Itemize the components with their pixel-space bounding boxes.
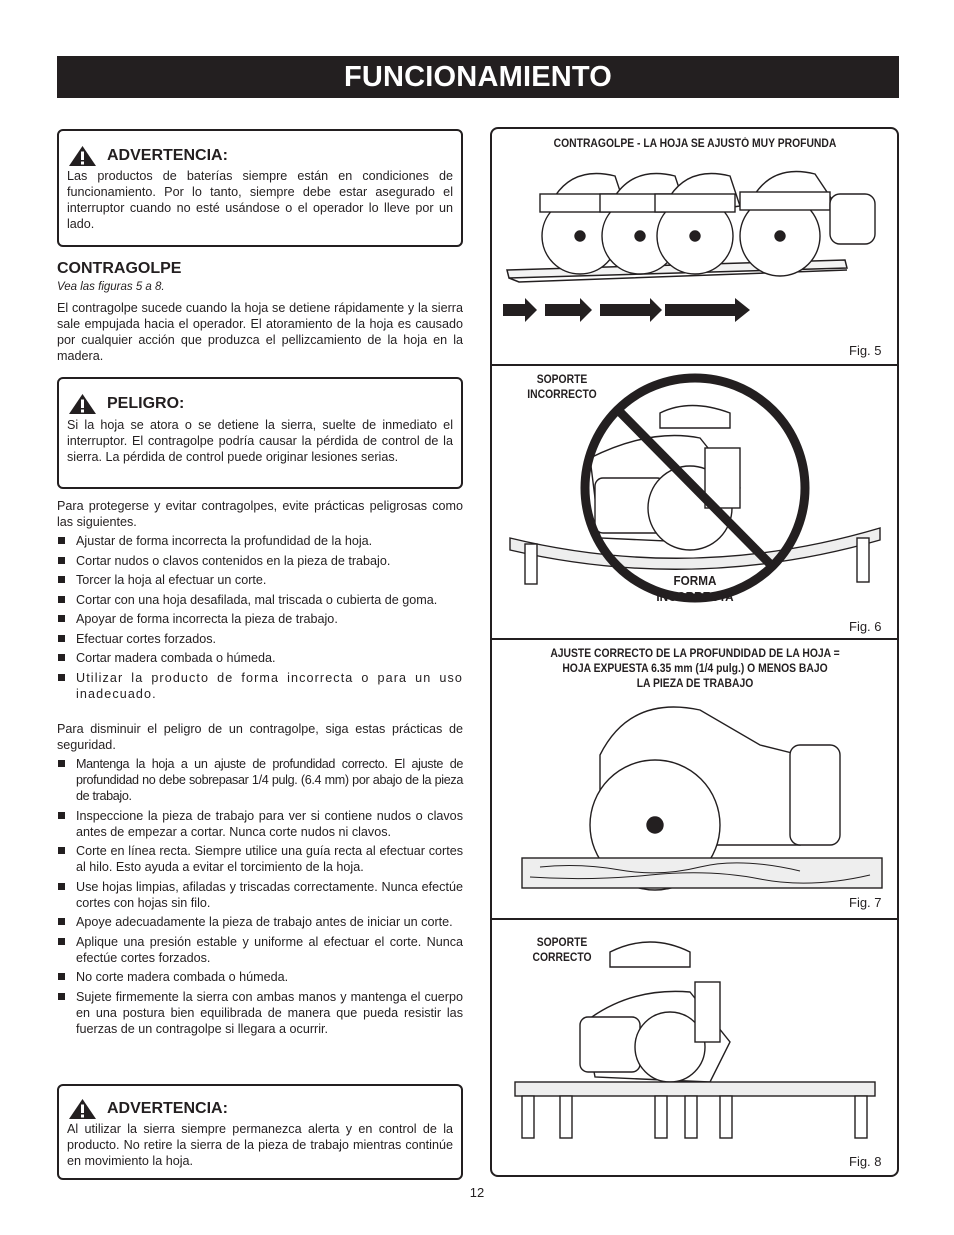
warning-title-text: ADVERTENCIA: <box>107 1100 228 1117</box>
incorrect-stamp <box>655 573 736 605</box>
warning-title <box>68 1098 228 1120</box>
figure-caption: Fig. 7 <box>849 895 882 910</box>
danger-title <box>68 393 184 415</box>
figure-caption: Fig. 6 <box>849 619 882 634</box>
list-item: Use hojas limpias, afiladas y triscadas correctamente. Nunca efectúe cortes con hojas sin filo. <box>57 879 463 911</box>
correct-depth-illustration <box>500 695 890 895</box>
section-heading: CONTRAGOLPE <box>57 260 182 277</box>
incorrect-support-illustration <box>500 368 890 608</box>
list-item: Sujete firmemente la sierra con ambas manos y mantenga el cuerpo en una postura bien equilibrada de manera que pueda resistir las fuerzas de un contragolpe si llegara a ocurrir. <box>57 989 463 1037</box>
label-line: SOPORTE <box>536 374 588 386</box>
figure-title: CONTRAGOLPE - LA HOJA SE AJUSTÓ MUY PROFUNDA <box>553 138 837 150</box>
warning-title <box>68 145 228 167</box>
figure-reference: Vea las figuras 5 a 8. <box>57 281 165 293</box>
list-item: Ajustar de forma incorrecta la profundidad de la hoja. <box>57 533 463 549</box>
warning-text: Las productos de baterías siempre están en condiciones de funcionamiento. Por lo tanto, siempre debe estar asegurado el interruptor cuando no esté usándose o el operador lo lleve por un lado. <box>67 169 453 231</box>
warning-triangle-icon <box>68 1098 97 1120</box>
list-item: Apoyar de forma incorrecta la pieza de trabajo. <box>57 611 463 627</box>
kickback-intro: El contragolpe sucede cuando la hoja se detiene rápidamente y la sierra sale empujada hacia el operador. El atoramiento de la hoja es causado por cualquier acción que produzca el pellizcamiento de la hoja en la madera. <box>57 301 463 363</box>
label-line: SOPORTE <box>536 937 588 949</box>
page-number: 12 <box>469 1185 485 1200</box>
list-item: Apoye adecuadamente la pieza de trabajo antes de iniciar un corte. <box>57 914 463 930</box>
avoid-list <box>57 533 463 705</box>
list-item: Cortar nudos o clavos contenidos en la pieza de trabajo. <box>57 553 463 569</box>
warning-triangle-icon <box>68 393 97 415</box>
list-item: Cortar madera combada o húmeda. <box>57 650 463 666</box>
danger-title-text: PELIGRO: <box>107 395 185 412</box>
avoid-intro: Para protegerse y evitar contragolpes, evite prácticas peligrosas como las siguientes. <box>57 499 463 529</box>
practices-list <box>57 756 463 1040</box>
stamp-line: INCORRECTA <box>656 589 734 604</box>
warning-text: Al utilizar la sierra siempre permanezca alerta y en control de la producto. No retire la sierra de la pieza de trabajo mientras continúe en movimiento la hoja. <box>67 1122 453 1168</box>
figure-divider <box>490 918 899 920</box>
list-item: Utilizar la producto de forma incorrecta o para un uso inadecuado. <box>57 670 463 702</box>
list-item: Cortar con una hoja desafilada, mal triscada o cubierta de goma. <box>57 592 463 608</box>
figure-divider <box>490 638 899 640</box>
title-line: AJUSTE CORRECTO DE LA PROFUNDIDAD DE LA HOJA = <box>550 648 840 660</box>
list-item: No corte madera combada o húmeda. <box>57 969 463 985</box>
label-line: CORRECTO <box>532 952 592 964</box>
figure-title <box>520 647 871 692</box>
warning-title-text: ADVERTENCIA: <box>107 147 228 164</box>
figure-caption: Fig. 8 <box>849 1154 882 1169</box>
stamp-line: FORMA <box>673 573 717 588</box>
title-line: LA PIEZA DE TRABAJO <box>636 678 754 690</box>
label-line: INCORRECTO <box>527 389 597 401</box>
practices-intro: Para disminuir el peligro de un contragolpe, siga estas prácticas de seguridad. <box>57 722 463 752</box>
list-item: Efectuar cortes forzados. <box>57 631 463 647</box>
list-item: Torcer la hoja al efectuar un corte. <box>57 572 463 588</box>
list-item: Corte en línea recta. Siempre utilice una guía recta al efectuar cortes al hilo. Esto ayuda a evitar el torcimiento de la hoja. <box>57 843 463 875</box>
danger-text: Si la hoja se atora o se detiene la sierra, suelte de inmediato el interruptor. El contragolpe podría causar la pérdida de control de la sierra. La pérdida de control puede originar lesiones serias. <box>67 418 453 464</box>
warning-triangle-icon <box>68 145 97 167</box>
list-item: Mantenga la hoja a un ajuste de profundidad correcto. El ajuste de profundidad no debe sobrepasar 1/4 pulg. (6.4 mm) por abajo de la pieza de trabajo. <box>57 756 463 804</box>
list-item: Aplique una presión estable y uniforme al efectuar el corte. Nunca efectúe cortes forzados. <box>57 934 463 966</box>
page-title: FUNCIONAMIENTO <box>57 56 899 98</box>
figure-caption: Fig. 5 <box>849 343 882 358</box>
kickback-saws-illustration <box>495 160 895 360</box>
correct-support-illustration <box>500 932 890 1142</box>
list-item: Inspeccione la pieza de trabajo para ver si contiene nudos o clavos antes de empezar a cortar. Nunca corte nudos ni clavos. <box>57 808 463 840</box>
title-line: HOJA EXPUESTA 6.35 mm (1/4 pulg.) O MENOS BAJO <box>562 663 828 675</box>
figure-divider <box>490 364 899 366</box>
